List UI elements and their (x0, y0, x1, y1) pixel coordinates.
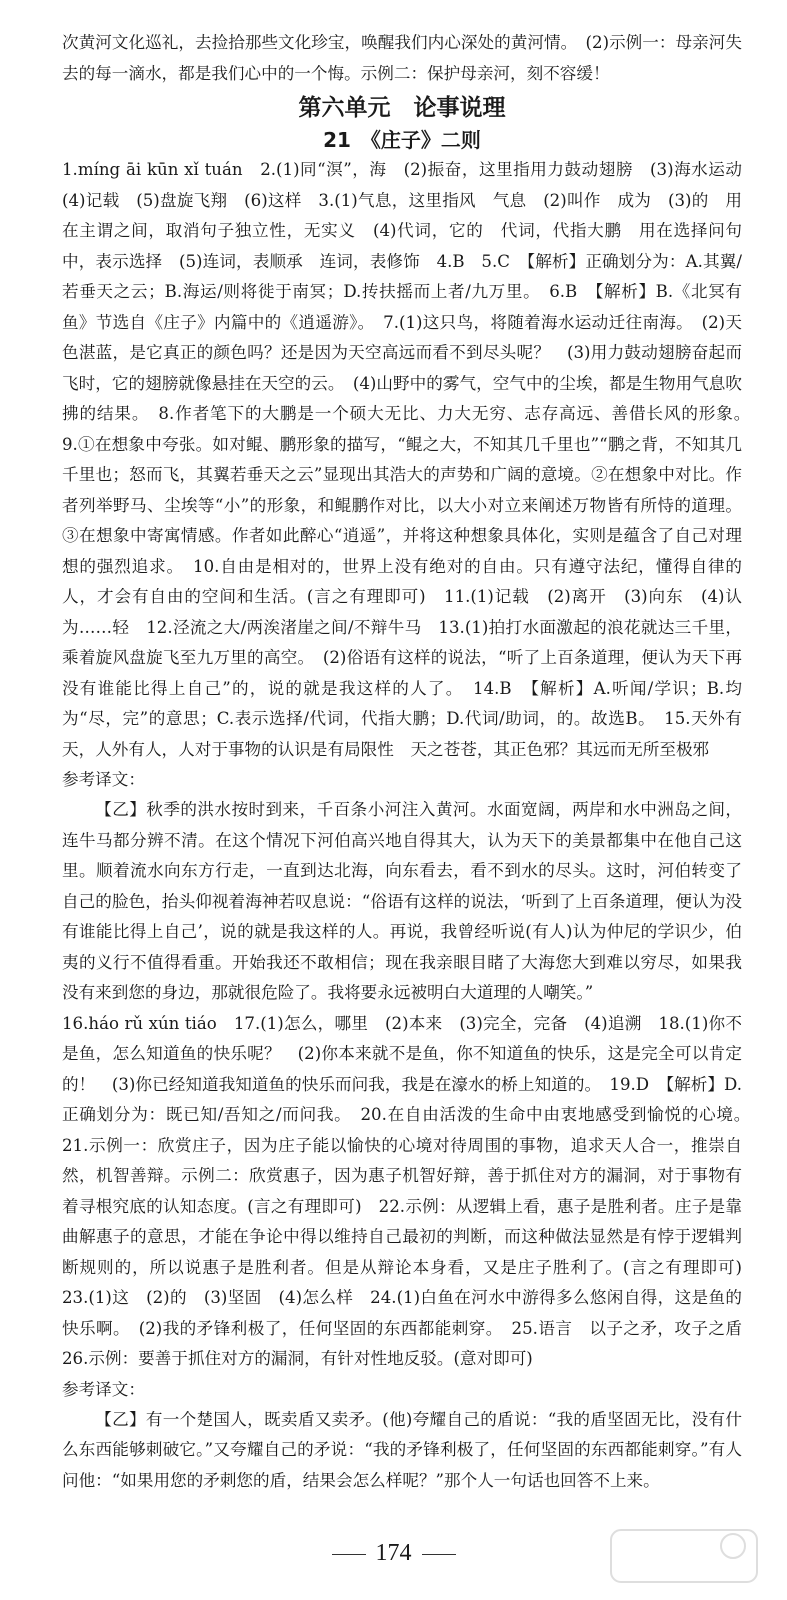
lesson-title: 21 《庄子》二则 (323, 128, 481, 152)
dash-left (332, 1554, 366, 1556)
answers-block-1: 1.míng āi kūn xǐ tuán 2.(1)同“溟”，海 (2)振奋，这里指用力鼓动翅膀 (3)海水运动 (4)记载 (5)盘旋飞翔 (6)这样 3.(1)气息，这里指风 气息 (2)叫作 成为 (3)的 用在主谓之间，取消句子独立性，无实义 (4)代词，它的 代词，代指大鹏 用在选择问句中，表示选择 (5)连词，表顺承 连词，表修饰 4.B 5.C 【解析】正确划分为：A.其翼/若垂天之云；B.海运/则将徙于南冥；D.抟扶摇而上者/九万里。 6.B 【解析】B.《北冥有鱼》节选自《庄子》内篇中的《逍遥游》。 7.(1)这只鸟，将随着海水运动迁往南海。 (2)天色湛蓝，是它真正的颜色吗？还是因为天空高远而看不到尽头呢？ (3)用力鼓动翅膀奋起而飞时，它的翅膀就像悬挂在天空的云。 (4)山野中的雾气，空气中的尘埃，都是生物用气息吹拂的结果。 8.作者笔下的大鹏是一个硕大无比、力大无穷、志存高远、善借长风的形象。 9.①在想象中夸张。如对鲲、鹏形象的描写，“鲲之大，不知其几千里也”“鹏之背，不知其几千里也；怒而飞，其翼若垂天之云”显现出其浩大的声势和广阔的意境。②在想象中对比。作者列举野马、尘埃等“小”的形象，和鲲鹏作对比，以大小对立来阐述万物皆有所恃的道理。③在想象中寄寓情感。作者如此醉心“逍遥”，并将这种想象具体化，实则是蕴含了自己对理想的强烈追求。 10.自由是相对的，世界上没有绝对的自由。只有遵守法纪，懂得自律的人，才会有自由的空间和生活。(言之有理即可) 11.(1)记载 (2)离开 (3)向东 (4)认为……轻 12.泾流之大/两涘渚崖之间/不辩牛马 13.(1)拍打水面激起的浪花就达三千里，乘着旋风盘旋飞至九万里的高空。 (2)俗语有这样的说法，“听了上百条道理，便认为天下再没有谁能比得上自己”的，说的就是我这样的人了。 14.B 【解析】A.听闻/学识；B.均为“尽，完”的意思；C.表示选择/代词，代指大鹏；D.代词/助词，的。故选B。 15.天外有天，人外有人，人对于事物的认识是有局限性 天之苍苍，其正色邪？其远而无所至极邪 (62, 160, 759, 759)
reference-translation-label-1: 参考译文： (62, 770, 145, 789)
reference-translation-label-2: 参考译文： (62, 1379, 145, 1399)
intro-paragraph: 次黄河文化巡礼，去捡拾那些文化珍宝，唤醒我们内心深处的黄河情。 (2)示例一：母亲河失去的每一滴水，都是我们心中的一个悔。示例二：保护母亲河，刻不容缓！ (62, 33, 742, 83)
answers-block-2: 16.háo rǔ xún tiáo 17.(1)怎么，哪里 (2)本来 (3)完全，完备 (4)追溯 18.(1)你不是鱼，怎么知道鱼的快乐呢？ (2)你本来就不是鱼，你不知道鱼的快乐，这是完全可以肯定的！ (3)你已经知道我知道鱼的快乐而问我，我是在濠水的桥上知道的。 19.D 【解析】D.正确划分为：既已知/吾知之/而问我。 20.在自由活泼的生命中由衷地感受到愉悦的心境。 21.示例一：欣赏庄子，因为庄子能以愉快的心境对待周围的事物，追求天人合一，推崇自然，机智善辩。示例二：欣赏惠子，因为惠子机智好辩，善于抓住对方的漏洞，对于事物有着寻根究底的认知态度。(言之有理即可) 22.示例：从逻辑上看，惠子是胜利者。庄子是靠曲解惠子的意思，才能在争论中得以维持自己最初的判断，而这种做法显然是有悖于逻辑判断规则的，所以说惠子是胜利者。但是从辩论本身看，又是庄子胜利了。(言之有理即可) 23.(1)这 (2)的 (3)坚固 (4)怎么样 24.(1)白鱼在河水中游得多么悠闲自得，这是鱼的快乐啊。 (2)我的矛锋利极了，任何坚固的东西都能刺穿。 25.语言 以子之矛，攻子之盾 26.示例：要善于抓住对方的漏洞，有针对性地反驳。(意对即可) (62, 1013, 759, 1368)
page-content (62, 28, 759, 1496)
translation-block-1: 【乙】秋季的洪水按时到来，千百条小河注入黄河。水面宽阔，两岸和水中洲岛之间，连牛马都分辨不清。在这个情况下河伯高兴地自得其大，认为天下的美景都集中在他自己这里。顺着流水向东方行走，一直到达北海，向东看去，看不到水的尽头。这时，河伯转变了自己的脸色，抬头仰视着海神若叹息说：“俗语有这样的说法，‘听到了上百条道理，便认为没有谁能比得上自己’，说的就是我这样的人。再说，我曾经听说(有人)认为仲尼的学识少，伯夷的义行不值得看重。开始我还不敢相信；现在我亲眼目睹了大海您大到难以穷尽，如果我没有来到您的身边，那就很危险了。我将要永远被明白大道理的人嘲笑。” (62, 800, 742, 1002)
translation-block-2: 【乙】有一个楚国人，既卖盾又卖矛。(他)夸耀自己的盾说：“我的盾坚固无比，没有什么东西能够刺破它。”又夸耀自己的矛说：“我的矛锋利极了，任何坚固的东西都能刺穿。”有人问他：“如果用您的矛刺您的盾，结果会怎么样呢？”那个人一句话也回答不上来。 (62, 1409, 742, 1490)
page-number-text: 174 (375, 1540, 412, 1566)
dash-right (422, 1554, 456, 1556)
unit-title: 第六单元 论事说理 (298, 95, 506, 121)
watermark-logo (609, 1526, 759, 1586)
